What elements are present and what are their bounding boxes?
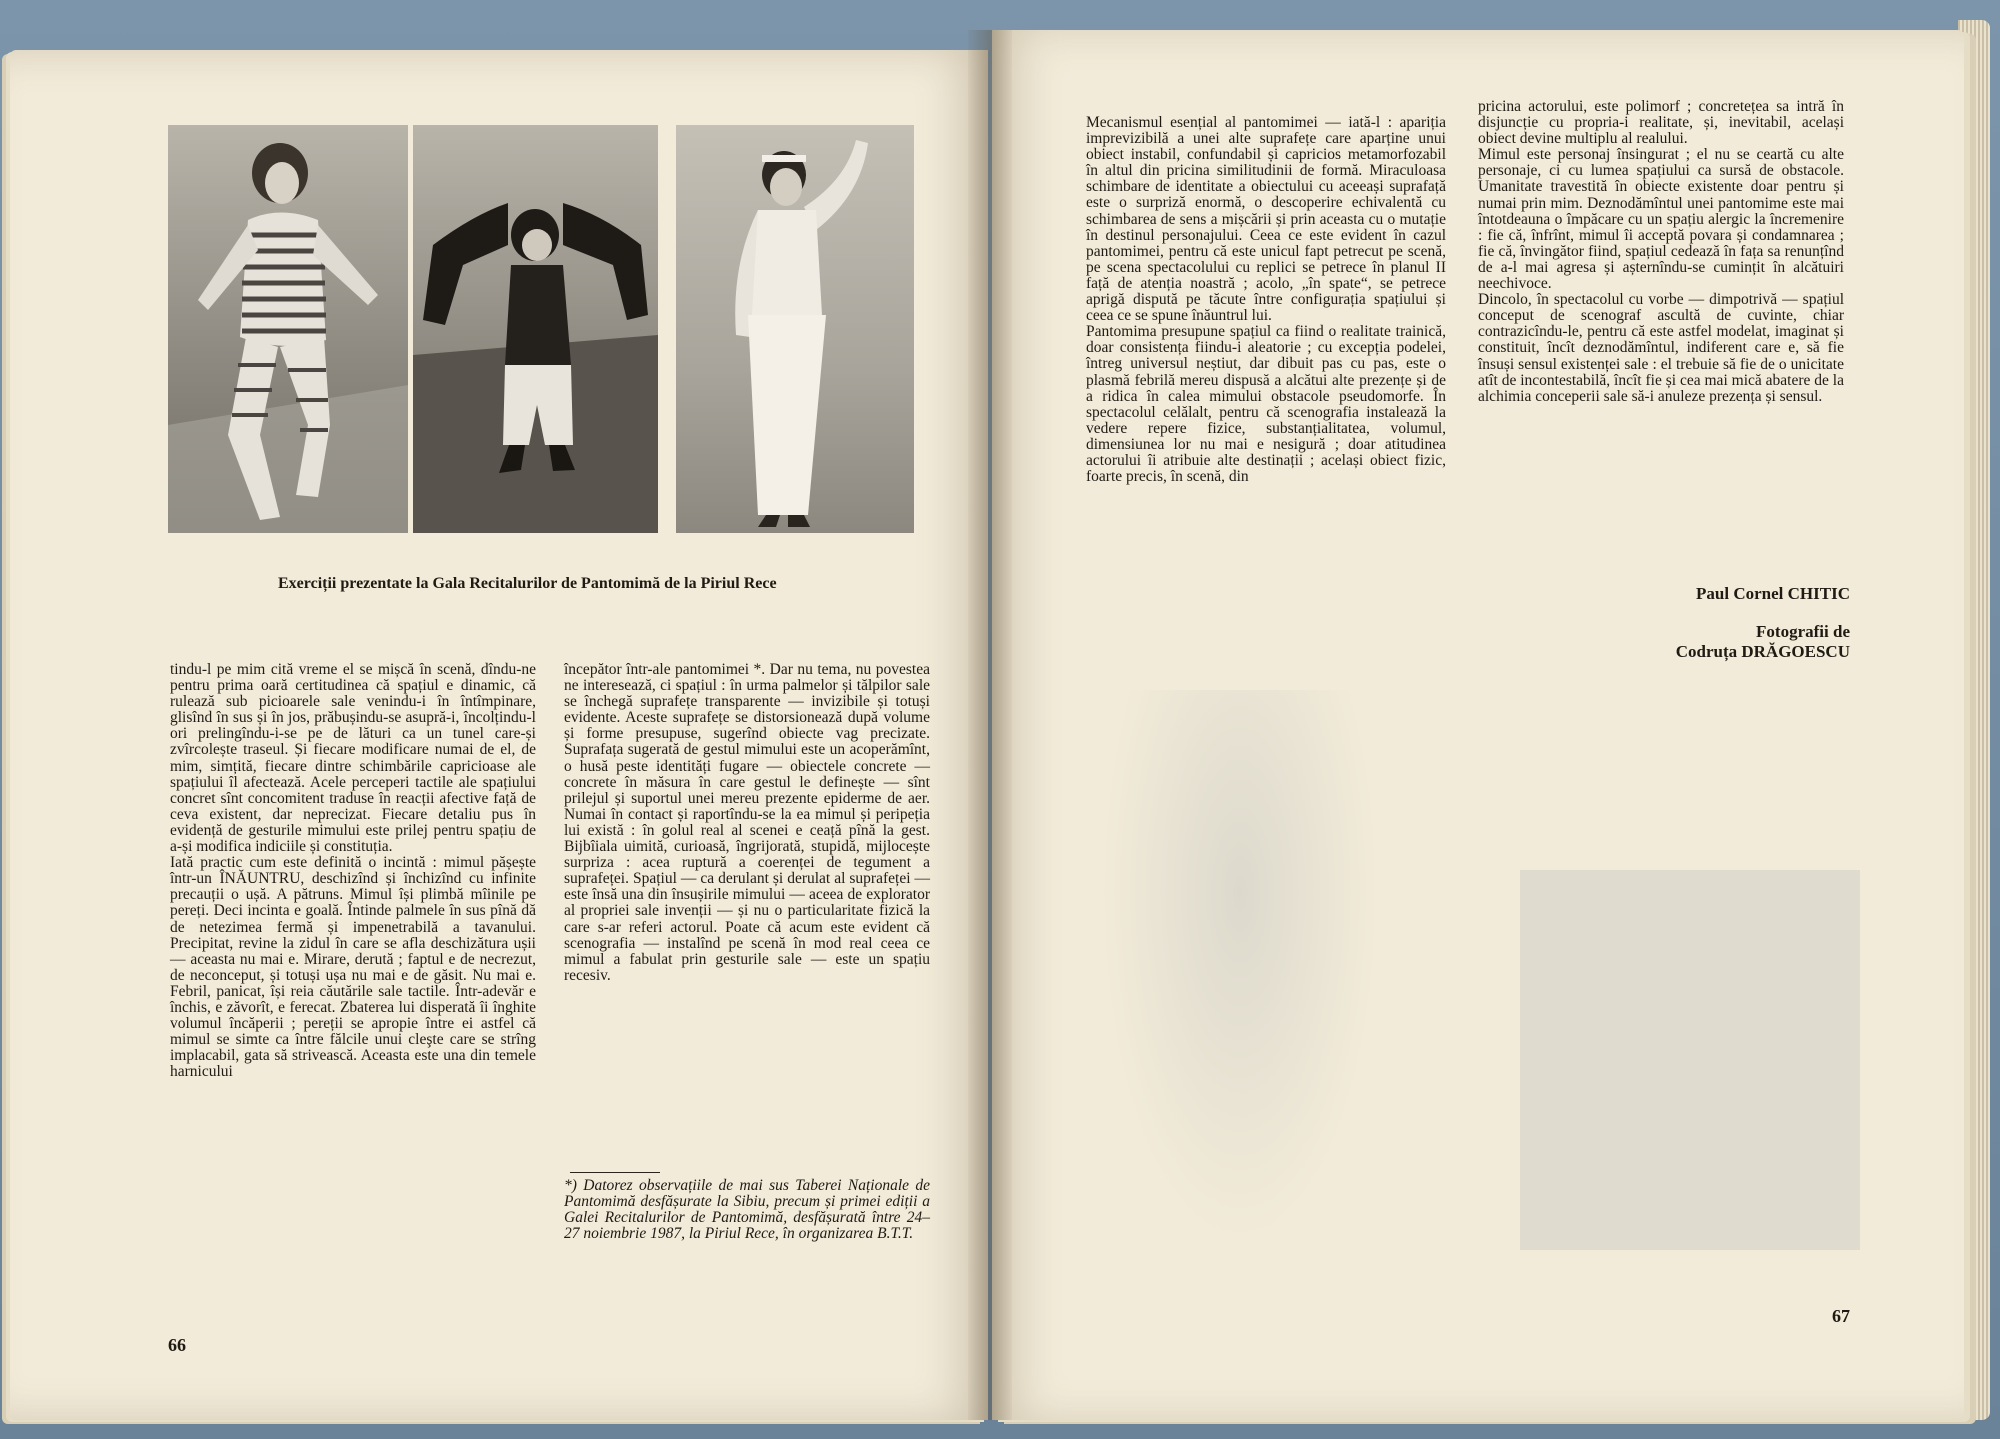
page-number-left: 66 — [168, 1335, 186, 1355]
right-page-column-1: Mecanismul esențial al pantomimei — iată-l : apariția imprevizibilă a unei alte suprafețe care aparține unui obiect instabil, confundabil și capricios metamorfozabil în altul din pricina similitudinii de formă. Miraculoasa schimbare de identitate a obiectului cu aceeași suprafață este o surpriză enormă, o descoperire echivalentă cu schimbarea de sens a mișcării și prin aceasta cu o mutație în destinul personajului. Ceea ce este evident în cazul pantomimei, pentru că este unicul fapt petrecut pe scenă, pe scena spectacolului cu replici se petrece în planul II față de atenția noastră ; acolo, „în spate“, se petrece aprigă dispută pe tăcute între configurația spațiului și ceea ce se spune înăuntrul lui. Pantomima presupune spațiul ca fiind o realitate trainică, doar consistența fiindu-i aleatorie ; cu excepția podelei, întreg universul neștiut, dar dibuit pas cu pas, este o plasmă febrilă mereu dispusă a alcătui alte prezențe și de a ridica în calea mimului obstacole pseudomorfe. În spectacolul celălalt, pentru că scenografia instalează la vedere repere fizice, substanțialitatea, volumul, dimensiunea lor nu mai e nesigură ; doar atitudinea actorului îi atribuie alte destinații ; același obiect fizic, foarte precis, în scenă, din — [1086, 114, 1446, 486]
left-page-column-1: tindu-l pe mim cită vreme el se mișcă în scenă, dîndu-ne pentru prima oară certitudinea că spațiul e dinamic, că rulează sub picioarele sale venindu-i în întîmpinare, glisînd în sus și în jos, prăbușindu-se asupră-i, încolțindu-l ori prelingîndu-i-se pe de lături ca un tunel care-și zvîrcolește traseul. Și fiecare modificare numai de el, de mim, simțită, fiecare dintre schimbările capricioase ale spațiului îl afectează. Acele perceperi tactile ale spațiului concret sînt concomitent traduse în reacții afective față de ceva existent, dar neprecizat. Fiecare detaliu pus în evidență de gesturile mimului este prilej pentru spațiu de a-și modifica indiciile și constituția. Iată practic cum este definită o incintă : mimul pășește într-un ÎNĂUNTRU, deschizînd și închizînd cu infinite precauții o ușă. A pătruns. Mimul își plimbă mîinile pe pereți. Deci incinta e goală. Întinde palmele în sus pînă dă de netezimea fermă și impenetrabilă a tavanului. Precipitat, revine la zidul în care se afla deschizătura ușii — aceasta nu mai e. Mirare, derută ; faptul e de necrezut, de neconceput, și totuși ușa nu mai e de găsit. Nu mai e. Febril, panicat, își reia căutările sale tactile. Într-adevăr e închis, e zăvorît, e ferecat. Zbaterea lui disperată îi înghite volumul încăperii ; pereții se apropie între ei astfel că mimul se simte ca între fălcile unui cleşte care se strîng implacabil, gata să strivească. Aceasta este una din temele harnicului — [170, 661, 536, 1081]
photo-mime-white-costume — [676, 125, 914, 533]
photo-mime-dark-costume — [413, 125, 658, 533]
left-page-column-2: începător într-ale pantomimei *. Dar nu tema, nu povestea ne interesează, ci spațiul : în urma palmelor și tălpilor sale se închegă suprafețe transparente — invizibile și totuși evidente. Aceste suprafețe se distorsionează după volume și forme presupuse, sugerînd obiecte vag precizate. Suprafața sugerată de gestul mimului este un acoperămînt, o husă peste identități fugare — obiectele concrete — concrete în măsura în care gestul le definește — sînt prilejul și suportul unei mereu prezente epiderme de aer. Numai în contact și raportîndu-se la ea mimul și peripeția lui există : în golul real al scenei e ceață pînă la gest. Bijbîiala uimită, curioasă, îngrijorată, stupidă, mijlocește surpriza : acea ruptură a coerenței de tegument a suprafeței. Spațiul — ca derulant și derulat al suprafeței — este însă una din însușirile mimului — aceea de explorator al propriei sale invenții — și nu o particularitate fizică la care s-ar referi actorul. Poate că acum este evident că scenografia — instalînd pe scenă în mod real ceea ce mimul a fabulat prin gesturile sale — este un spațiu recesiv. — [564, 661, 930, 984]
right-page-column-2: pricina actorului, este polimorf ; concretețea sa intră în disjuncție cu propria-i realitate, și, inevitabil, același obiect devine multiplu al realului. Mimul este personaj însingurat ; el nu se ceartă cu alte personaje, ci cu lumea spațiului ca sursă de obstacole. Umanitate travestită în obiecte existente doar pentru și numai prin mim. Deznodămîntul unei pantomime este mai întotdeauna o împăcare cu un spațiu alergic la încremenire : fie că, înfrînt, mimul îi acceptă povara și condamnarea ; fie că, învingător fiind, spațiul cedează în fața sa renunțînd de a-l mai agresa și așternîndu-se cumințit în alcătuiri neechivoce. Dincolo, în spectacolul cu vorbe — dimpotrivă — spațiul conceput de scenograf ascultă de cuvinte, chiar contrazicîndu-le, pentru că este astfel modelat, imaginat și constituit, încît deznodămîntul, indiferent care e, să fie însuși sensul existenței sale : el trebuie să fie de o unicitate atît de incontestabilă, încît fie și cea mai mică abatere de la alchimia conceperii sale să-i anuleze prezența și sensul. — [1478, 98, 1844, 405]
photo-caption: Exerciții prezentate la Gala Recitalurilor de Pantomimă de la Piriul Rece — [278, 575, 777, 592]
page-number-right: 67 — [1832, 1306, 1850, 1326]
photo-credit: Fotografii de Codruța DRĂGOESCU — [1675, 622, 1850, 661]
photo-mime-striped-costume — [168, 125, 408, 533]
footnote: *) Datorez observațiile de mai sus Taberei Naționale de Pantomimă desfășurate la Sibiu, precum și primei ediții a Galei Recitalurilor de Pantomimă, desfășurată între 24–27 noiembrie 1987, la Piriul Rece, în organizarea B.T.T. — [564, 1177, 930, 1243]
article-author: Paul Cornel CHITIC — [1696, 584, 1850, 603]
book-spine — [968, 30, 1012, 1420]
footnote-divider — [570, 1172, 660, 1173]
